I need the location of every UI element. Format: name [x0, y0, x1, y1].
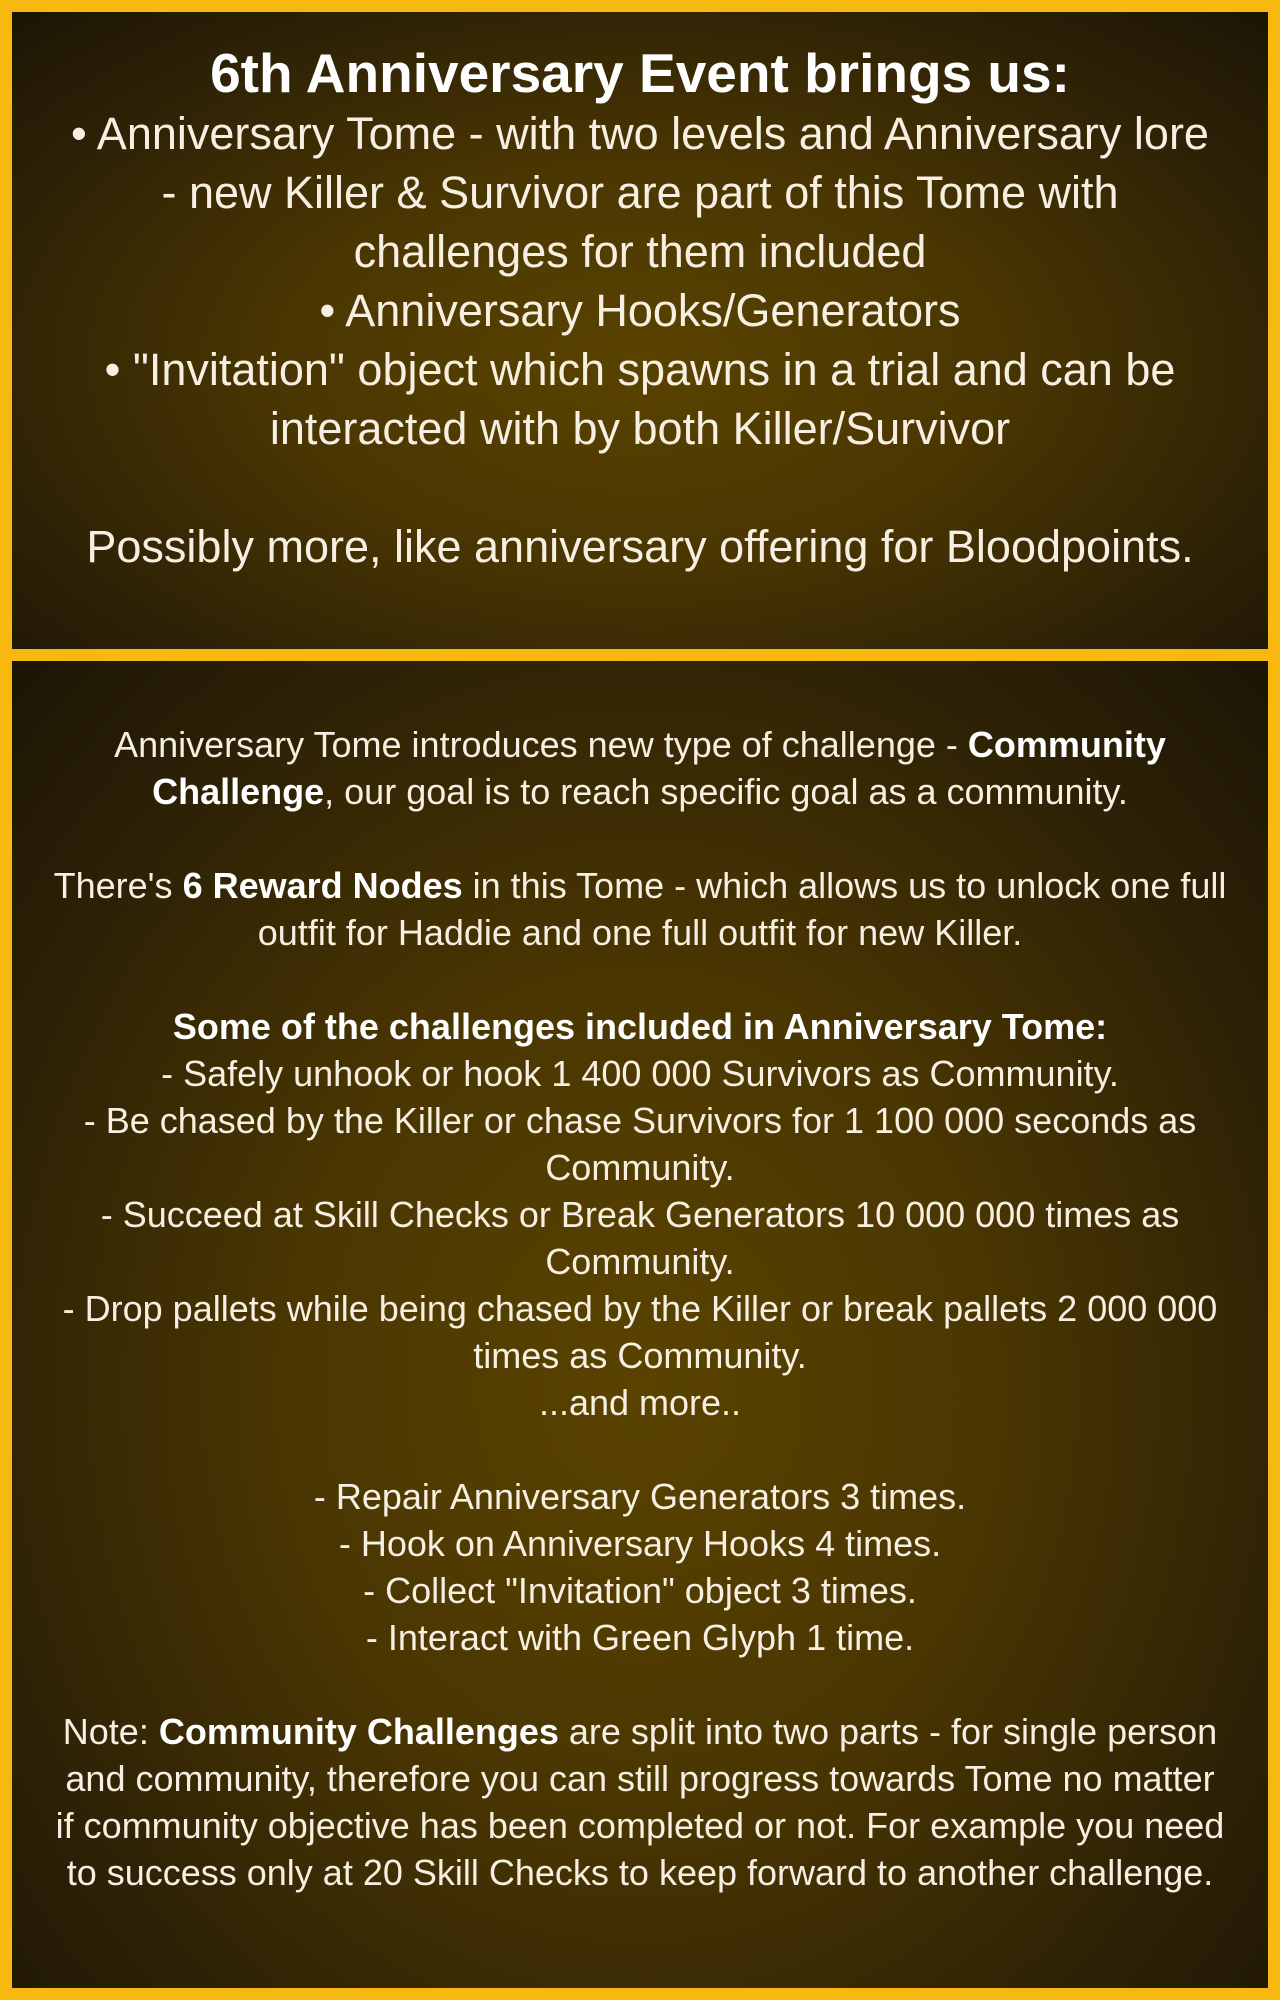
spacer	[12, 1426, 1268, 1473]
spacer	[12, 815, 1268, 862]
community-challenge-item: - Safely unhook or hook 1 400 000 Survivors as Community.	[161, 1053, 1119, 1094]
personal-challenge-item: - Hook on Anniversary Hooks 4 times.	[338, 1523, 942, 1564]
note-text-before: Note:	[62, 1711, 159, 1752]
note-text-after: are split into two parts - for single person and community, therefore you can still progress towards Tome no matter if community objective has been completed or not. For example you need to success only at 20 Skill Checks to keep forward to another challenge.	[55, 1711, 1225, 1893]
rewards-text-before: There's	[53, 865, 183, 906]
intro-text-after: , our goal is to reach specific goal as a community.	[324, 771, 1128, 812]
spacer	[12, 1661, 1268, 1708]
spacer	[12, 956, 1268, 1003]
event-headline: 6th Anniversary Event brings us:	[210, 42, 1070, 104]
personal-challenge-item: - Collect "Invitation" object 3 times.	[363, 1570, 917, 1611]
summary-closing: Possibly more, like anniversary offering for Bloodpoints.	[86, 521, 1194, 572]
event-summary-panel	[12, 12, 1268, 649]
personal-challenge-item: - Interact with Green Glyph 1 time.	[365, 1617, 915, 1658]
summary-item-tome: • Anniversary Tome - with two levels and Anniversary lore - new Killer & Survivor are part of this Tome with challenges for them included	[71, 108, 1209, 277]
community-challenge-item: - Be chased by the Killer or chase Survivors for 1 100 000 seconds as Community.	[83, 1100, 1197, 1188]
reward-nodes-paragraph	[12, 862, 1268, 956]
intro-text-before: Anniversary Tome introduces new type of challenge -	[114, 724, 968, 765]
challenges-heading-text: Some of the challenges included in Anniversary Tome:	[172, 1006, 1108, 1047]
summary-item-hooks-generators: • Anniversary Hooks/Generators	[319, 285, 961, 336]
spacer	[12, 458, 1268, 517]
community-challenge-intro	[12, 721, 1268, 815]
tome-details-panel	[12, 661, 1268, 1988]
community-challenge-item: - Drop pallets while being chased by the Killer or break pallets 2 000 000 times as Community.	[62, 1288, 1218, 1376]
rewards-text-bold: 6 Reward Nodes	[182, 865, 463, 906]
challenges-heading	[12, 1003, 1268, 1050]
note-paragraph	[12, 1708, 1268, 1896]
and-more-text: ...and more..	[538, 1382, 742, 1423]
intro-text-bold: Community Challenge	[152, 724, 1166, 812]
summary-item-invitation: • "Invitation" object which spawns in a trial and can be interacted with by both Killer/Survivor	[104, 344, 1176, 454]
note-text-bold: Community Challenges	[158, 1711, 559, 1752]
rewards-text-after: in this Tome - which allows us to unlock one full outfit for Haddie and one full outfit for new Killer.	[257, 865, 1227, 953]
personal-challenge-item: - Repair Anniversary Generators 3 times.	[313, 1476, 967, 1517]
community-challenge-item: - Succeed at Skill Checks or Break Generators 10 000 000 times as Community.	[100, 1194, 1180, 1282]
